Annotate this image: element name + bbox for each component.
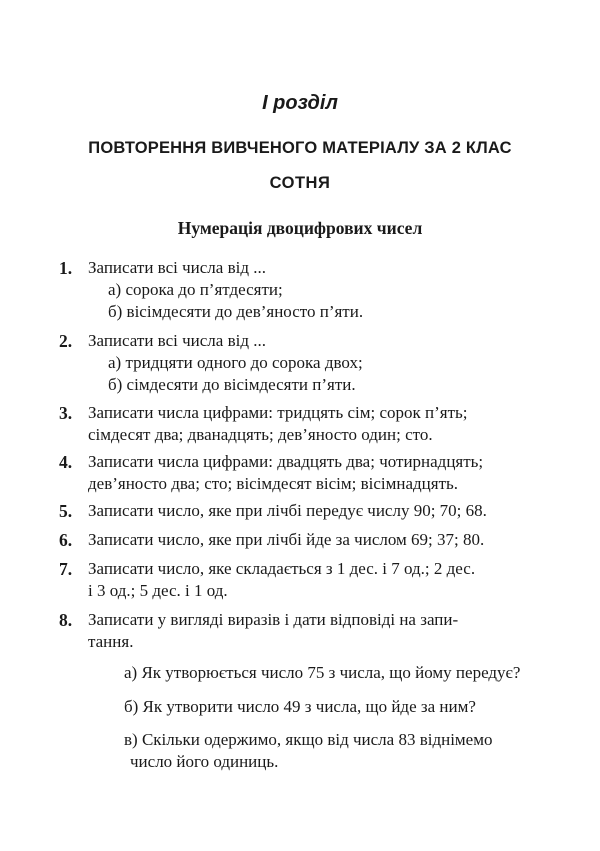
task-text: Записати всі числа від ... — [88, 331, 266, 350]
task-number: 6. — [59, 530, 73, 550]
task-number: 7. — [59, 559, 73, 579]
page-title: ПОВТОРЕННЯ ВИВЧЕНОГО МАТЕРІАЛУ ЗА 2 КЛАС — [88, 139, 512, 157]
task-number: 5. — [59, 501, 73, 521]
task-subitem: а) Як утворюється число 75 з числа, що йому передує? — [124, 663, 521, 682]
task-subitem: а) сорока до п’ятдесяти; — [108, 280, 283, 299]
task-number: 1. — [59, 258, 73, 278]
task-text: Записати число, яке при лічбі передує числу 90; 70; 68. — [88, 501, 487, 520]
subsection-title: Нумерація двоцифрових чисел — [177, 218, 423, 238]
task-text: дев’яносто два; сто; вісімдесят вісім; вісімнадцять. — [88, 474, 459, 493]
task-number: 2. — [59, 331, 73, 351]
task-subitem: число його одиниць. — [130, 752, 279, 771]
task-text: Записати число, яке складається з 1 дес. і 7 од.; 2 дес. — [88, 559, 476, 578]
task-subitem: а) тридцяти одного до сорока двох; — [108, 353, 363, 372]
task-number: 3. — [59, 403, 73, 423]
task-subitem: б) вісімдесяти до дев’яносто п’яти. — [108, 302, 364, 321]
chapter-heading: I розділ — [262, 92, 338, 114]
task-text: Записати у вигляді виразів і дати відповіді на запи- — [88, 610, 459, 629]
task-subitem: б) сімдесяти до вісімдесяти п’яти. — [108, 375, 356, 394]
task-text: Записати всі числа від ... — [88, 258, 266, 277]
task-subitem: б) Як утворити число 49 з числа, що йде за ним? — [124, 697, 476, 716]
task-text: сімдесят два; дванадцять; дев’яносто один; сто. — [88, 425, 433, 444]
section-title: СОТНЯ — [269, 174, 331, 192]
task-text: Записати числа цифрами: тридцять сім; сорок п’ять; — [88, 403, 468, 422]
task-subitem: в) Скільки одержимо, якщо від числа 83 віднімемо — [124, 730, 493, 749]
task-text: і 3 од.; 5 дес. і 1 од. — [88, 581, 228, 600]
task-number: 8. — [59, 610, 73, 630]
task-text: Записати числа цифрами: двадцять два; чотирнадцять; — [88, 452, 484, 471]
task-number: 4. — [59, 452, 73, 472]
task-text: Записати число, яке при лічбі йде за числом 69; 37; 80. — [88, 530, 485, 549]
task-text: тання. — [88, 632, 134, 651]
